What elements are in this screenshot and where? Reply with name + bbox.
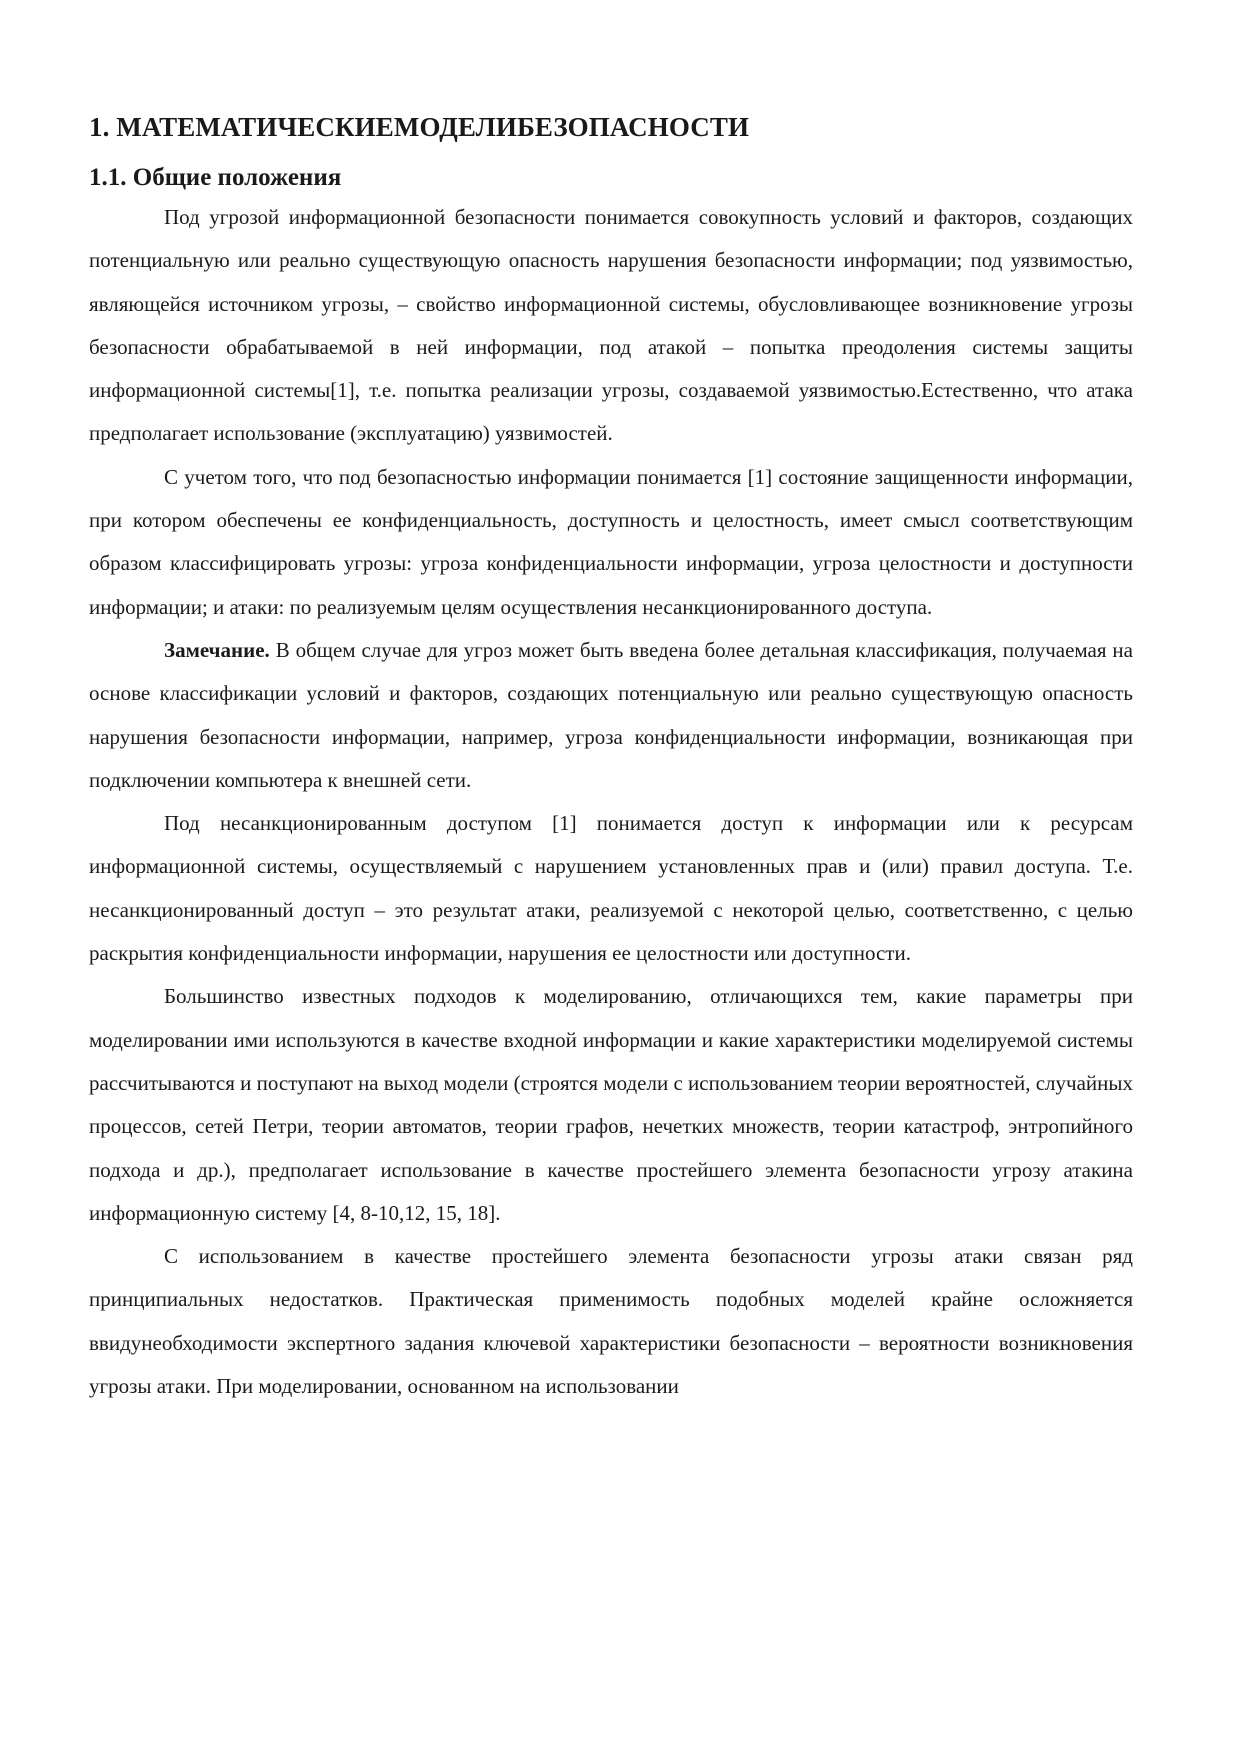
paragraph-text: Большинство известных подходов к моделированию, отличающихся тем, какие параметры при моделировании ими используются в качестве входной информации и какие характеристики моделируемой системы рассчитываются и поступают на выход модели (строятся модели с использованием теории вероятностей, случайных процессов, сетей Петри, теории автоматов, теории графов, нечетких множеств, теории катастроф, энтропийного подхода и др.), предполагает использование в качестве простейшего элемента безопасности угрозу атакина информационную систему [4, 8-10,12, 15, 18]. [89, 984, 1133, 1225]
section-title: 1.1. Общие положения [89, 164, 342, 191]
paragraph-5 [89, 975, 1133, 1235]
paragraph-text: Под несанкционированным доступом [1] понимается доступ к информации или к ресурсам информационной системы, осуществляемый с нарушением установленных прав и (или) правил доступа. Т.е. несанкционированный доступ – это результат атаки, реализуемой с некоторой целью, соответственно, с целью раскрытия конфиденциальности информации, нарушения ее целостности или доступности. [89, 811, 1133, 966]
paragraph-2 [89, 456, 1133, 629]
chapter-title: 1. МАТЕМАТИЧЕСКИЕМОДЕЛИБЕЗОПАСНОСТИ [89, 112, 750, 142]
paragraph-1 [89, 196, 1133, 456]
paragraph-text: Под угрозой информационной безопасности понимается совокупность условий и факторов, создающих потенциальную или реально существующую опасность нарушения безопасности информации; под уязвимостью, являющейся источником угрозы, – свойство информационной системы, обусловливающее возникновение угрозы безопасности обрабатываемой в ней информации, под атакой – попытка преодоления системы защиты информационной системы[1], т.е. попытка реализации угрозы, создаваемой уязвимостью.Естественно, что атака предполагает использование (эксплуатацию) уязвимостей. [89, 205, 1133, 446]
paragraph-text: С использованием в качестве простейшего элемента безопасности угрозы атаки связан ряд принципиальных недостатков. Практическая применимость подобных моделей крайне осложняется ввидунеобходимости экспертного задания ключевой характеристики безопасности – вероятности возникновения угрозы атаки. При моделировании, основанном на использовании [89, 1244, 1133, 1399]
paragraph-6 [89, 1235, 1133, 1408]
document-page [89, 110, 1133, 1408]
paragraph-4 [89, 802, 1133, 975]
paragraph-text: В общем случае для угроз может быть введена более детальная классификация, получаемая на основе классификации условий и факторов, создающих потенциальную или реально существующую опасность нарушения безопасности информации, например, угроза конфиденциальности информации, возникающая при подключении компьютера к внешней сети. [89, 637, 1133, 792]
paragraph-text: С учетом того, что под безопасностью информации понимается [1] состояние защищенности информации, при котором обеспечены ее конфиденциальность, доступность и целостность, имеет смысл соответствующим образом классифицировать угрозы: угроза конфиденциальности информации, угроза целостности и доступности информации; и атаки: по реализуемым целям осуществления несанкционированного доступа. [89, 464, 1133, 619]
paragraph-3-remark [89, 629, 1133, 802]
remark-label: Замечание. [164, 637, 270, 662]
